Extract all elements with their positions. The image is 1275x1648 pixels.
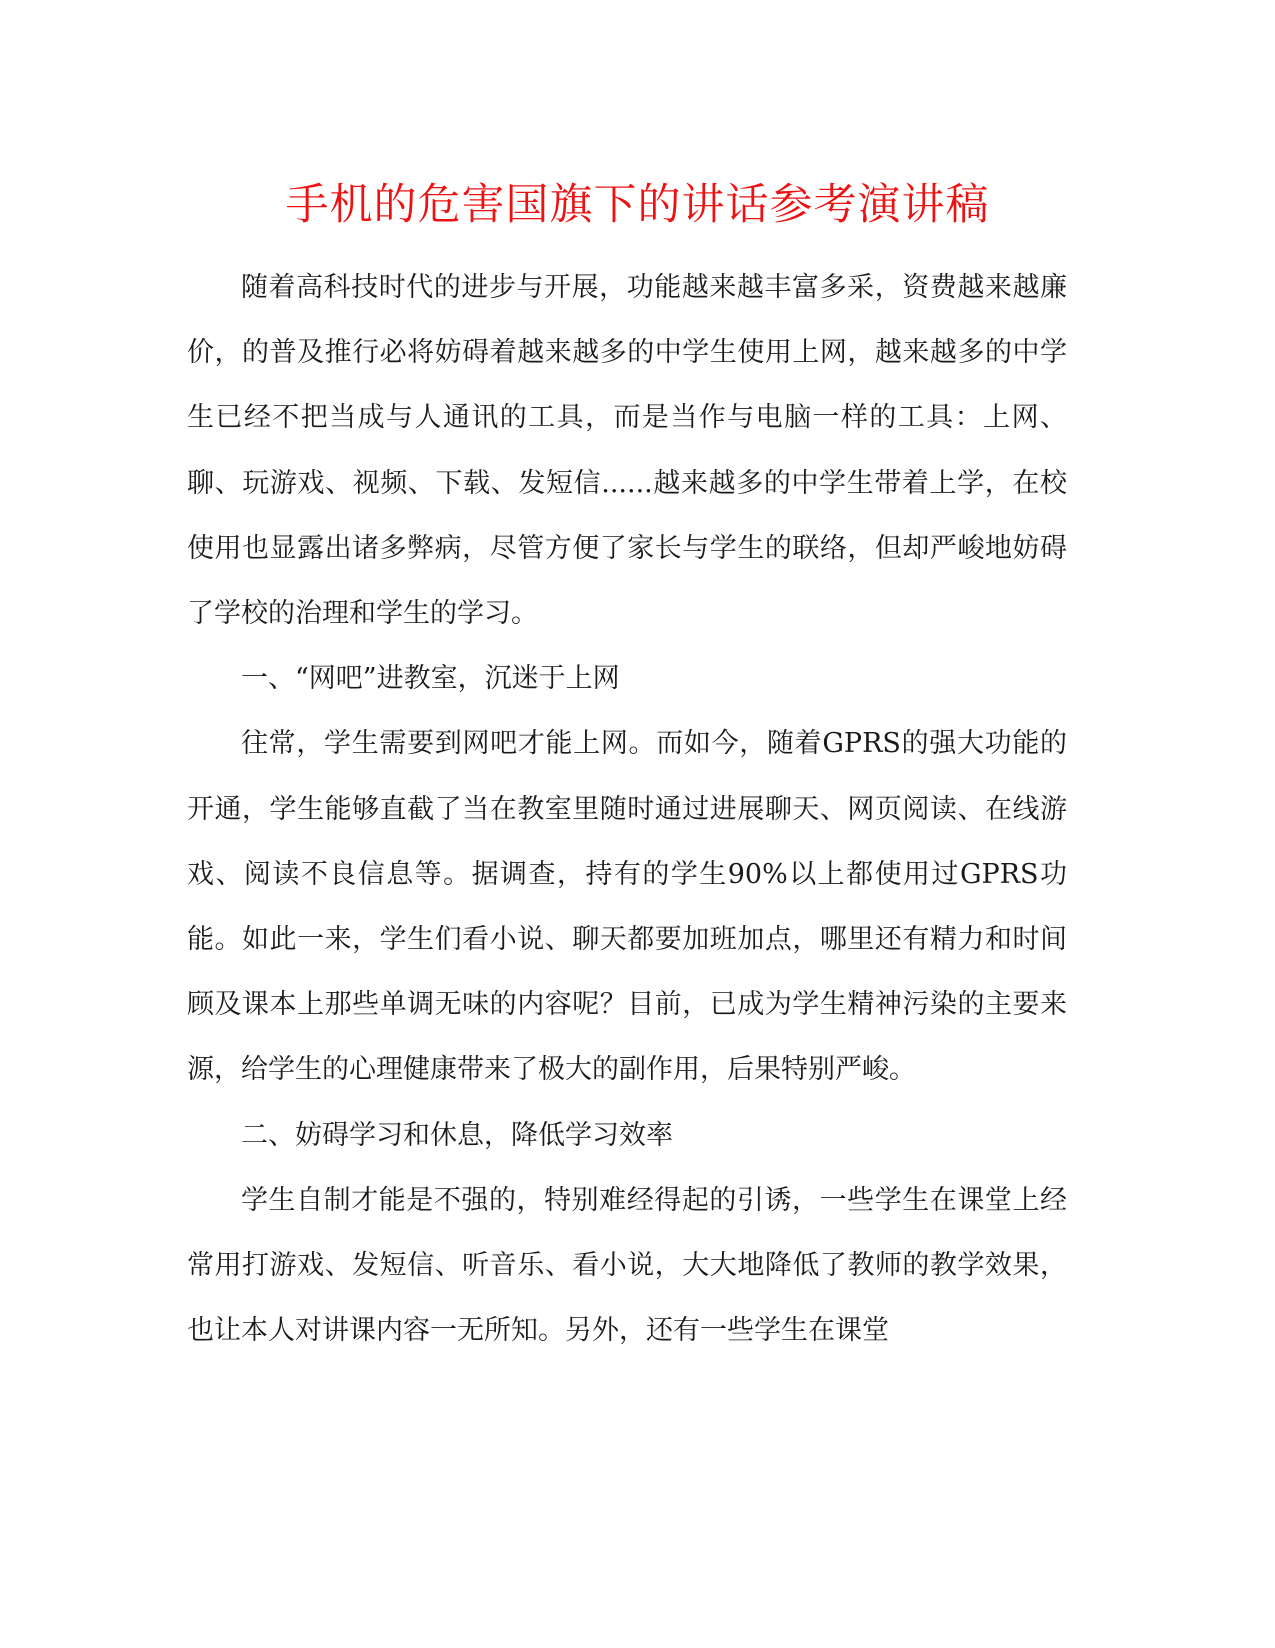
section-heading-1: 一、“网吧”进教室，沉迷于上网	[241, 663, 620, 695]
paragraph-section-2: 学生自制才能是不强的，特别难经得起的引诱，一些学生在课堂上经常用打游戏、发短信、听音乐、看小说，大大地降低了教师的教学效果，也让本人对讲课内容一无所知。另外，还有一些学生在课堂	[187, 1184, 1067, 1347]
paragraph-section-1: 往常，学生需要到网吧才能上网。而如今，随着GPRS的强大功能的开通，学生能够直截了当在教室里随时通过进展聊天、网页阅读、在线游戏、阅读不良信息等。据调查，持有的学生90%以上都使用过GPRS功能。如此一来，学生们看小说、聊天都要加班加点，哪里还有精力和时间顾及课本上那些单调无味的内容呢？目前，已成为学生精神污染的主要来源，给学生的心理健康带来了极大的副作用，后果特别严峻。	[187, 728, 1067, 1086]
section-heading-2: 二、妨碍学习和休息，降低学习效率	[241, 1119, 673, 1151]
document-title: 手机的危害国旗下的讲话参考演讲稿	[285, 180, 990, 230]
paragraph-intro: 随着高科技时代的进步与开展，功能越来越丰富多采，资费越来越廉价，的普及推行必将妨碍着越来越多的中学生使用上网，越来越多的中学生已经不把当成与人通讯的工具，而是当作与电脑一样的工具：上网、聊、玩游戏、视频、下载、发短信......越来越多的中学生带着上学，在校使用也显露出诸多弊病，尽管方便了家长与学生的联络，但却严峻地妨碍了学校的治理和学生的学习。	[187, 272, 1067, 630]
document-body	[187, 255, 1067, 1363]
